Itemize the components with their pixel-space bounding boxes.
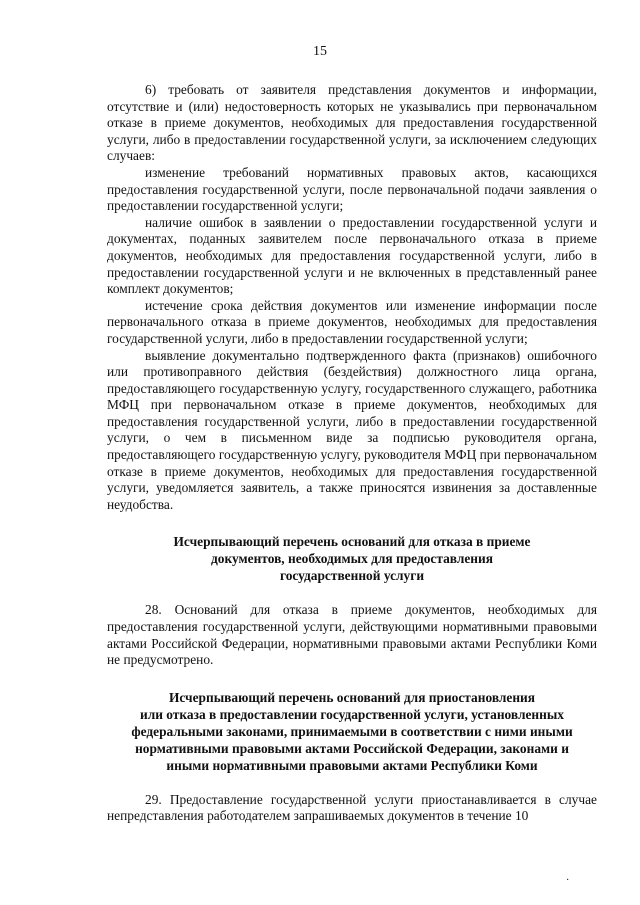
heading-line: Исчерпывающий перечень оснований для приостановления — [168, 689, 536, 705]
paragraph-28: 28. Оснований для отказа в приеме документов, необходимых для предоставления государственной услуги, действующими нормативными правовыми актами Российской Федерации, нормативными правовыми актами Республики Коми не предусмотрено. — [107, 602, 597, 668]
paragraph-exception-3: истечение срока действия документов или изменение информации после первоначального отказа в приеме документов, необходимых для предоставления государственной услуги, либо в предоставлении государственной услуги; — [107, 297, 597, 346]
paragraph-exception-2: наличие ошибок в заявлении о предоставлении государственной услуги и документах, поданных заявителем после первоначального отказа в приеме документов, необходимых для предоставления государственной услуги, либо в предоставлении государственной услуги и не включенных в представленный ранее комплект документов; — [107, 214, 597, 297]
spacer — [107, 513, 597, 533]
paragraph-exception-1: изменение требований нормативных правовых актов, касающихся предоставления государственной услуги, после первоначальной подачи заявления о предоставлении государственной услуги; — [107, 164, 597, 214]
section-heading-suspension — [107, 689, 597, 774]
page-number: 15 — [313, 44, 327, 59]
heading-line: Исчерпывающий перечень оснований для отказа в приеме — [173, 534, 531, 550]
spacer — [107, 584, 597, 602]
page-content — [107, 82, 597, 825]
spacer — [107, 669, 597, 689]
heading-line: государственной услуги — [279, 568, 425, 584]
paragraph-29: 29. Предоставление государственной услуги приостанавливается в случае непредставления работодателем запрашиваемых документов в течение 10 — [107, 791, 597, 824]
scan-mark: · — [566, 875, 570, 886]
paragraph-exception-4: выявление документально подтвержденного факта (признаков) ошибочного или противоправного действия (бездействия) должностного лица органа, предоставляющего государственную услугу, государственного служащего, работника МФЦ при первоначальном отказе в приеме документов, необходимых для предоставления государственной услуги, либо в предоставлении государственной услуги, о чем в письменном виде за подписью руководителя органа, предоставляющего государственную услугу, руководителя МФЦ при первоначальном отказе в приеме документов, необходимых для предоставления государственной услуги, уведомляется заявитель, а также приносятся извинения за доставленные неудобства. — [107, 347, 597, 512]
heading-line: иными нормативными правовыми актами Республики Коми — [166, 757, 538, 773]
heading-line: документов, необходимых для предоставления — [211, 551, 493, 567]
heading-line: или отказа в предоставлении государственной услуги, установленных — [140, 706, 564, 722]
spacer — [107, 774, 597, 792]
heading-line: федеральными законами, принимаемыми в соответствии с ними иными — [131, 723, 573, 739]
section-heading-refusal-reception — [107, 533, 597, 584]
heading-line: нормативными правовыми актами Российской Федерации, законами и — [135, 740, 569, 756]
paragraph-item-6: 6) требовать от заявителя представления документов и информации, отсутствие и (или) недостоверность которых не указывались при первоначальном отказе в приеме документов, необходимых для предоставления государственной услуги, либо в предоставлении государственной услуги, за исключением следующих случаев: — [107, 82, 597, 164]
